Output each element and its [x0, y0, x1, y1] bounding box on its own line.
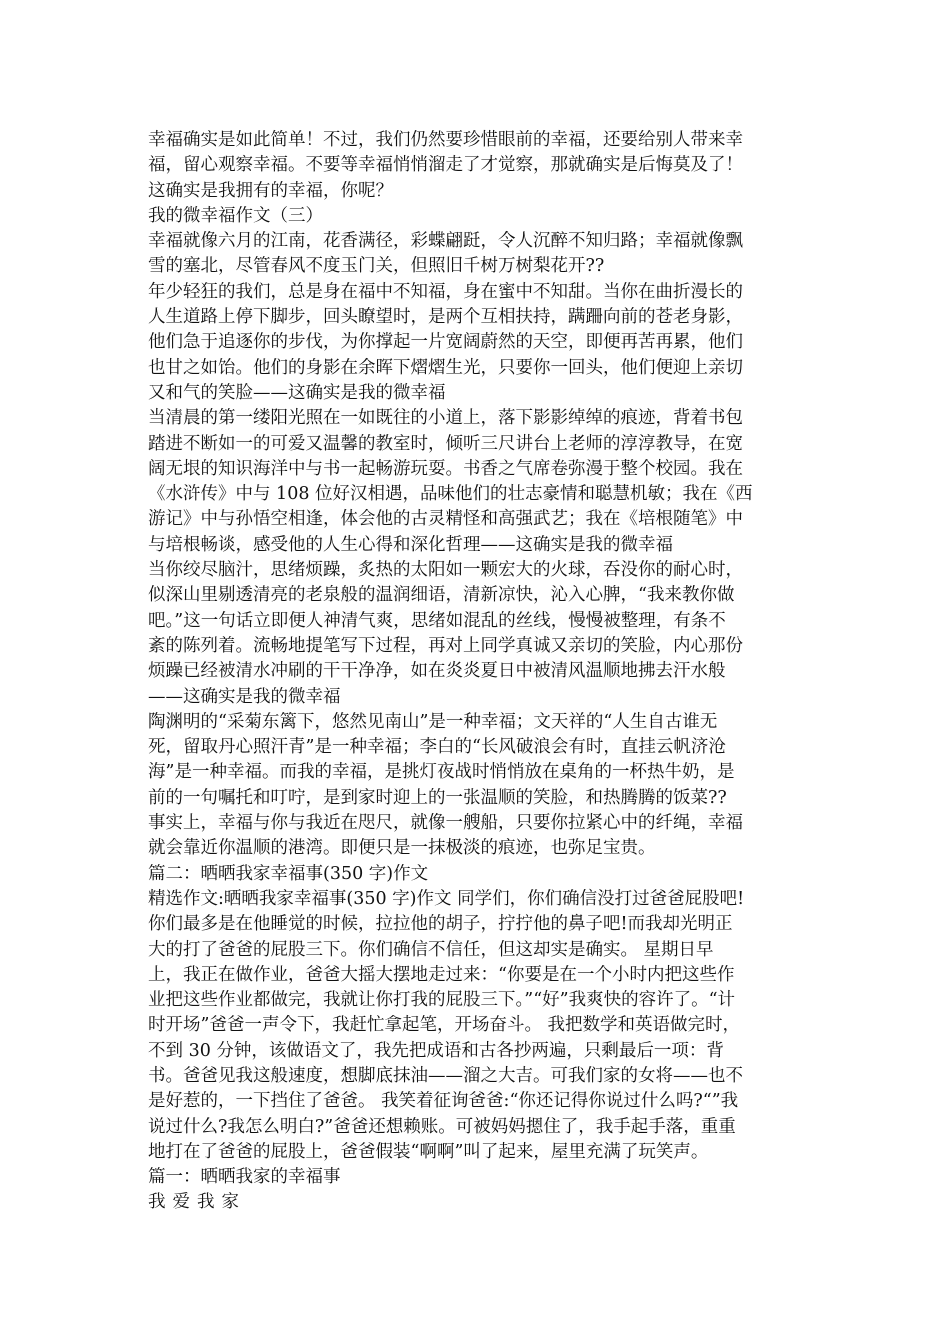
text-line: 地打在了爸爸的屁股上，爸爸假装“啊啊”叫了起来，屋里充满了玩笑声。 [148, 1141, 709, 1162]
text-line: 就会靠近你温顺的港湾。即便只是一抹极淡的痕迹，也弥足宝贵。 [148, 838, 656, 859]
text-line: ——这确实是我的微幸福 [148, 686, 341, 707]
text-line: 又和气的笑脸——这确实是我的微幸福 [148, 382, 446, 403]
text-line: 踏进不断如一的可爱又温馨的教室时，倾听三尺讲台上老师的淳淳教导，在宽 [148, 433, 743, 454]
text-line: 篇二：晒晒我家幸福事(350 字)作文 [148, 863, 429, 884]
text-line: 业把这些作业都做完，我就让你打我的屁股三下。”“好”我爽快的容许了。“计 [148, 990, 736, 1011]
text-line: 死，留取丹心照汗青”是一种幸福；李白的“长风破浪会有时，直挂云帆济沧 [148, 737, 726, 758]
text-line: 他们急于追逐你的步伐，为你撑起一片宽阔蔚然的天空，即便再苦再累，他们 [148, 332, 743, 353]
document-page [148, 128, 808, 1216]
text-line: 时开场”爸爸一声令下，我赶忙拿起笔，开场奋斗。 我把数学和英语做完时， [148, 1015, 741, 1036]
text-line: 阔无垠的知识海洋中与书一起畅游玩耍。书香之气席卷弥漫于整个校园。我在 [148, 458, 743, 479]
text-line: 事实上，幸福与你与我近在咫尺，就像一艘船，只要你拉紧心中的纤绳，幸福 [148, 813, 743, 834]
text-line: 精选作文:晒晒我家幸福事(350 字)作文 同学们，你们确信没打过爸爸屁股吧! [148, 888, 745, 909]
text-line: 前的一句嘱托和叮咛，是到家时迎上的一张温顺的笑脸，和热腾腾的饭菜?? [148, 787, 727, 808]
text-line: 人生道路上停下脚步，回头瞭望时，是两个互相扶持，蹒跚向前的苍老身影， [148, 307, 743, 328]
text-line: 当你绞尽脑汁，思绪烦躁，炙热的太阳如一颗宏大的火球，吞没你的耐心时， [148, 560, 743, 581]
text-line: 幸福就像六月的江南，花香满径，彩蝶翩跹，令人沉醉不知归路；幸福就像飘 [148, 231, 743, 252]
text-line: 年少轻狂的我们，总是身在福中不知福，身在蜜中不知甜。当你在曲折漫长的 [148, 281, 743, 302]
text-line: 《水浒传》中与 108 位好汉相遇，品味他们的壮志豪情和聪慧机敏；我在《西 [148, 484, 753, 505]
text-line: 福，留心观察幸福。不要等幸福悄悄溜走了才觉察，那就确实是后悔莫及了！ [148, 155, 743, 176]
text-line: 似深山里剔透清亮的老泉般的温润细语，清新凉快，沁入心脾，“我来教你做 [148, 585, 735, 606]
text-line: 上，我正在做作业，爸爸大摇大摆地走过来：“你要是在一个小时内把这些作 [148, 964, 735, 985]
text-line: 海”是一种幸福。而我的幸福，是挑灯夜战时悄悄放在桌角的一杯热牛奶，是 [148, 762, 735, 783]
text-line: 游记》中与孙悟空相逢，体会他的古灵精怪和高强武艺；我在《培根随笔》中 [148, 509, 743, 530]
text-line: 与培根畅谈，感受他的人生心得和深化哲理——这确实是我的微幸福 [148, 534, 673, 555]
text-line: 烦躁已经被清水冲刷的干干净净，如在炎炎夏日中被清风温顺地拂去汗水般 [148, 661, 726, 682]
text-line: 陶渊明的“采菊东篱下，悠然见南山”是一种幸福；文天祥的“人生自古谁无 [148, 711, 718, 732]
text-line: 紊的陈列着。流畅地提笔写下过程，再对上同学真诚又亲切的笑脸，内心那份 [148, 635, 743, 656]
text-line: 也甘之如饴。他们的身影在余晖下熠熠生光，只要你一回头，他们便迎上亲切 [148, 357, 743, 378]
text-line: 雪的塞北，尽管春风不度玉门关，但照旧千树万树梨花开?? [148, 256, 605, 277]
text-line: 篇一：晒晒我家的幸福事 [148, 1167, 341, 1188]
text-line: 书。爸爸见我这般速度，想脚底抹油——溜之大吉。可我们家的女将——也不 [148, 1065, 743, 1086]
text-line: 说过什么?我怎么明白?”爸爸还想赖账。可被妈妈摁住了，我手起手落，重重 [148, 1116, 736, 1137]
text-line: 不到 30 分钟，该做语文了，我先把成语和古各抄两遍，只剩最后一项：背 [148, 1040, 724, 1061]
text-line: 吧。”这一句话立即便人神清气爽，思绪如混乱的丝线，慢慢被整理，有条不 [148, 610, 726, 631]
text-line: 这确实是我拥有的幸福，你呢？ [148, 180, 393, 201]
text-line: 大的打了爸爸的屁股三下。你们确信不信任，但这却实是确实。 星期日早 [148, 939, 714, 960]
text-line: 幸福确实是如此简单！不过，我们仍然要珍惜眼前的幸福，还要给别人带来幸 [148, 130, 743, 150]
text-line: 我的微幸福作文（三） [148, 205, 323, 226]
text-line: 当清晨的第一缕阳光照在一如既往的小道上，落下影影绰绰的痕迹，背着书包 [148, 408, 743, 429]
text-line: 你们最多是在他睡觉的时候，拉拉他的胡子，拧拧他的鼻子吧!而我却光明正 [148, 914, 733, 935]
text-line: 是好惹的，一下挡住了爸爸。 我笑着征询爸爸:“你还记得你说过什么吗?“”我 [148, 1091, 739, 1112]
text-line: 我爱我家 [148, 1192, 246, 1213]
